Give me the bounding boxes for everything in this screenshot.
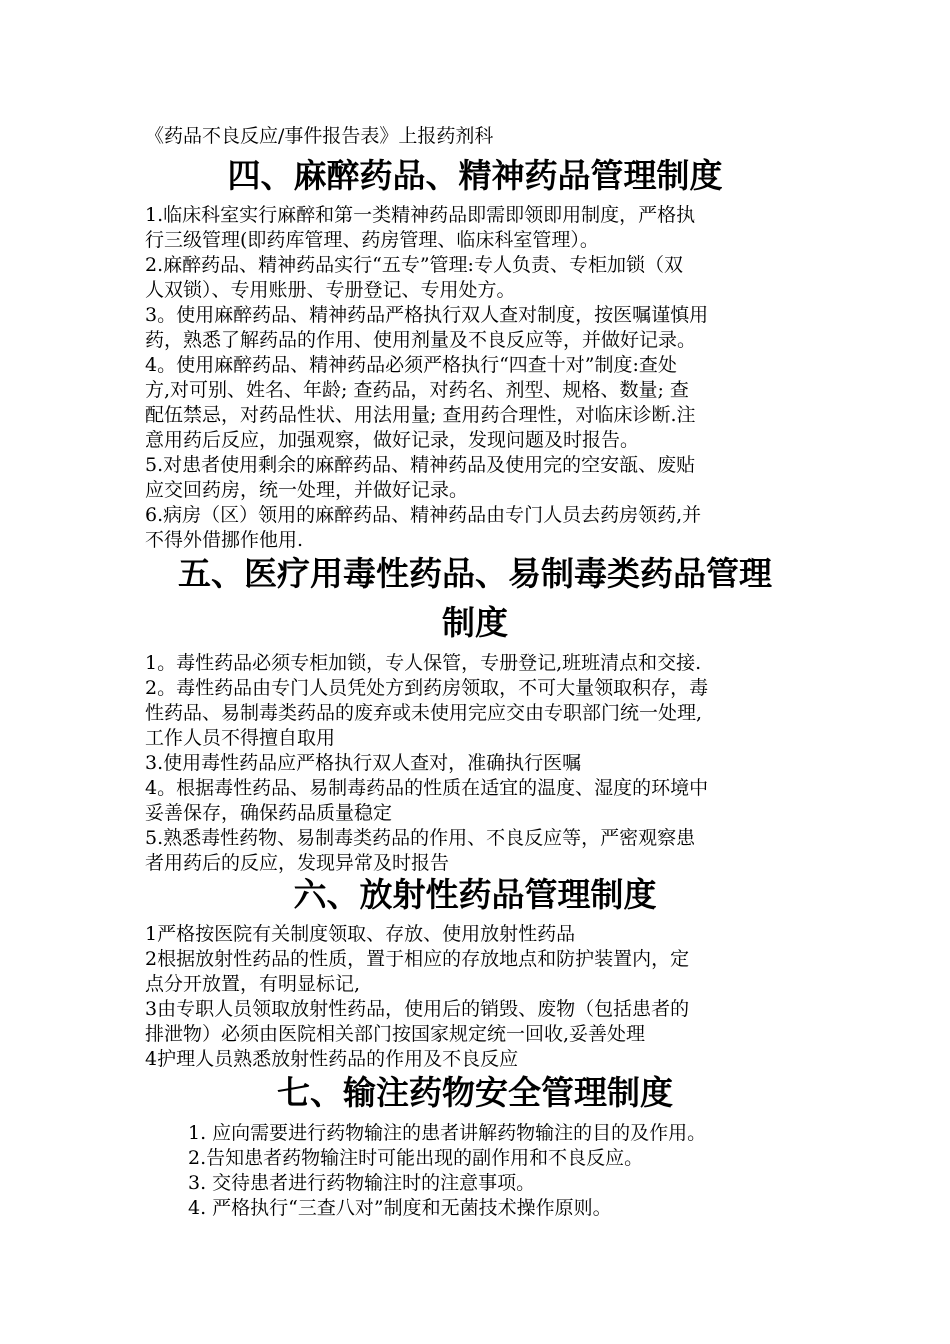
- section-5-line-3: 性药品、易制毒类药品的废弃或未使用完应交由专职部门统一处理,: [145, 702, 703, 724]
- section-5-title-cont: 制度: [442, 603, 508, 642]
- section-7-line-4: 4. 严格执行“三查八对”制度和无菌技术操作原则。: [188, 1197, 612, 1219]
- section-6-line-1: 1严格按医院有关制度领取、存放、使用放射性药品: [145, 923, 576, 945]
- section-7-line-2: 2.告知患者药物输注时可能出现的副作用和不良反应。: [188, 1147, 644, 1169]
- section-6-line-2: 2根据放射性药品的性质，置于相应的存放地点和防护装置内，定: [145, 948, 690, 970]
- section-5-line-1: 1。毒性药品必须专柜加锁，专人保管，专册登记,班班清点和交接.: [145, 652, 702, 674]
- section-4-line-3: 2.麻醉药品、精神药品实行“五专”管理:专人负责、专柜加锁（双: [145, 254, 683, 276]
- section-5-line-5: 3.使用毒性药品应严格执行双人查对，准确执行医嘱: [145, 752, 582, 774]
- section-4-line-9: 配伍禁忌，对药品性状、用法用量; 查用药合理性，对临床诊断.注: [145, 404, 696, 426]
- section-6-line-3: 点分开放置，有明显标记,: [145, 973, 361, 995]
- section-6-line-6: 4护理人员熟悉放射性药品的作用及不良反应: [145, 1048, 519, 1070]
- intro-line: 《药品不良反应/事件报告表》上报药剂科: [145, 125, 494, 147]
- section-7-title: 七、输注药物安全管理制度: [277, 1073, 673, 1112]
- section-5-line-2: 2。毒性药品由专门人员凭处方到药房领取，不可大量领取积存，毒: [145, 677, 709, 699]
- section-4-line-4: 人双锁）、专用账册、专册登记、专用处方。: [145, 279, 516, 301]
- section-5-line-6: 4。根据毒性药品、易制毒药品的性质在适宜的温度、湿度的环境中: [145, 777, 709, 799]
- section-4-line-14: 不得外借挪作他用.: [145, 529, 304, 551]
- section-4-line-13: 6.病房（区）领用的麻醉药品、精神药品由专门人员去药房领药,并: [145, 504, 702, 526]
- section-4-line-8: 方,对可别、姓名、年龄; 查药品，对药名、剂型、规格、数量; 查: [145, 379, 689, 401]
- section-4-line-11: 5.对患者使用剩余的麻醉药品、精神药品及使用完的空安瓿、废贴: [145, 454, 696, 476]
- section-4-line-10: 意用药后反应，加强观察，做好记录，发现问题及时报告。: [145, 429, 640, 451]
- section-6-title: 六、放射性药品管理制度: [293, 875, 657, 914]
- section-4-line-5: 3。使用麻醉药品、精神药品严格执行双人查对制度，按医嘱谨慎用: [145, 304, 709, 326]
- section-5-line-4: 工作人员不得擅自取用: [145, 727, 336, 749]
- section-4-title: 四、麻醉药品、精神药品管理制度: [227, 156, 723, 195]
- section-4-line-1: 1.临床科室实行麻醉和第一类精神药品即需即领即用制度，严格执: [145, 204, 696, 226]
- section-5-line-8: 5.熟悉毒性药物、易制毒类药品的作用、不良反应等，严密观察患: [145, 827, 696, 849]
- section-6-line-5: 排泄物）必须由医院相关部门按国家规定统一回收,妥善处理: [145, 1023, 646, 1045]
- section-6-line-4: 3由专职人员领取放射性药品，使用后的销毁、废物（包括患者的: [145, 998, 690, 1020]
- section-4-line-12: 应交回药房，统一处理，并做好记录。: [145, 479, 469, 501]
- section-5-title: 五、医疗用毒性药品、易制毒类药品管理: [178, 554, 772, 593]
- section-4-line-6: 药，熟悉了解药品的作用、使用剂量及不良反应等，并做好记录。: [145, 329, 697, 351]
- section-4-line-7: 4。使用麻醉药品、精神药品必须严格执行“四查十对”制度:查处: [145, 354, 677, 376]
- section-5-line-9: 者用药后的反应，发现异常及时报告: [145, 852, 450, 874]
- section-5-line-7: 妥善保存，确保药品质量稳定: [145, 802, 393, 824]
- section-4-line-2: 行三级管理(即药库管理、药房管理、临床科室管理）。: [145, 229, 599, 251]
- section-7-line-1: 1. 应向需要进行药物输注的患者讲解药物输注的目的及作用。: [188, 1122, 707, 1144]
- section-7-line-3: 3. 交待患者进行药物输注时的注意事项。: [188, 1172, 536, 1194]
